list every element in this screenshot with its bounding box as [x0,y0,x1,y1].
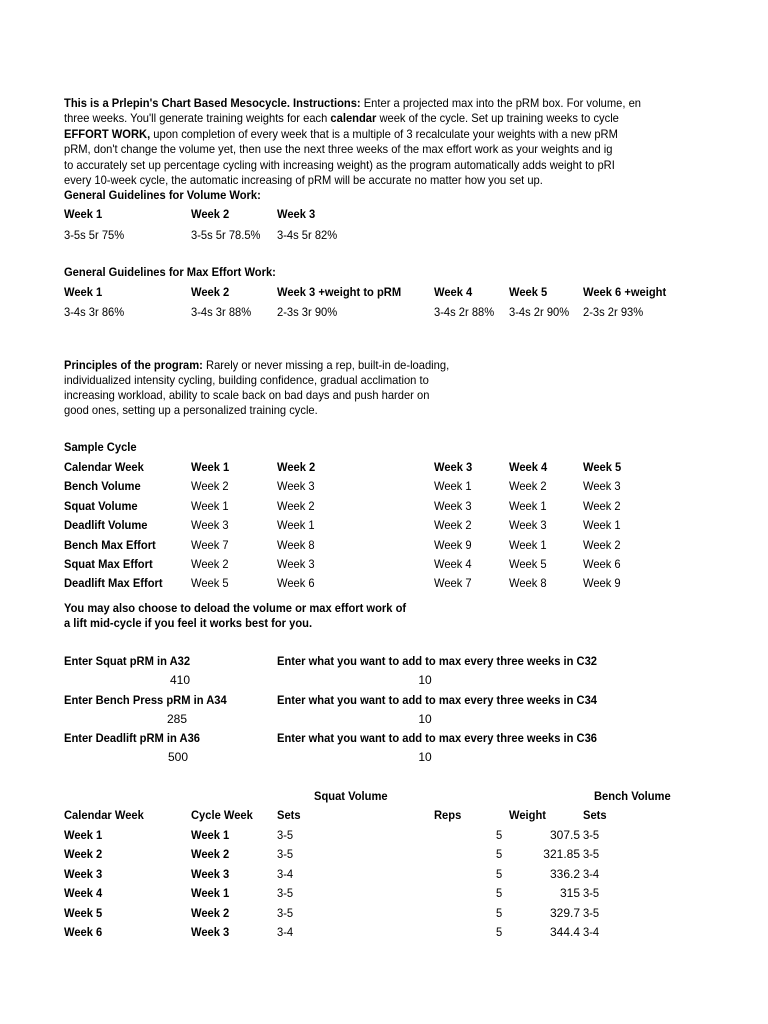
sample-cell: Week 2 [583,537,621,552]
intro-text: three weeks. You'll generate training weights for each [64,111,328,126]
cycle-week-cell: Week 2 [191,905,230,920]
intro-bold: EFFORT WORK, [64,126,151,141]
sample-cell: Week 5 [191,576,229,591]
sample-row-label-squat-max-effort: Squat Max Effort [64,557,153,571]
bench-add-value[interactable]: 10 [418,712,432,726]
bench-volume-title: Bench Volume [594,789,671,803]
instructions-paragraph [64,96,768,188]
max-effort-week-header: Week 3 +weight to pRM [277,285,402,299]
cycle-week-cell: Week 3 [191,866,230,881]
table-header-cycle-week: Cycle Week [191,808,253,822]
cycle-week-cell: Week 1 [191,828,230,842]
volume-guideline-value: 3-5s 5r 78.5% [191,228,261,242]
sample-cycle-title: Sample Cycle [64,440,137,454]
max-effort-guideline-value: 2-3s 2r 93% [583,305,644,319]
max-effort-guideline-value: 3-4s 2r 90% [509,305,570,319]
sets-cell: 3-5 [277,847,294,862]
sample-cell: Week 2 [583,498,621,513]
principles-text: Rarely or never missing a rep, built-in de-loading, [206,358,450,372]
intro-line-1 [64,96,768,111]
sample-row-label-calendar-week: Calendar Week [64,460,144,474]
sample-cell: Week 3 [434,498,472,513]
sample-cell: Week 3 [277,479,315,494]
sample-cell: Week 1 [434,479,472,494]
calendar-week-cell: Week 1 [64,828,103,842]
sample-cell: Week 3 [434,460,473,474]
bench-sets-cell: 3-5 [583,847,600,862]
calendar-week-cell: Week 2 [64,847,103,862]
sample-cell: Week 4 [434,557,472,571]
deadlift-add-label: Enter what you want to add to max every three weeks in C36 [277,731,598,745]
sample-cell: Week 9 [434,537,472,552]
sample-cell: Week 3 [509,518,547,533]
sample-row-label-bench-volume: Bench Volume [64,479,141,494]
intro-line-3 [64,127,768,142]
max-effort-week-header: Week 5 [509,285,548,299]
calendar-week-cell: Week 3 [64,866,103,881]
sample-cell: Week 2 [191,479,229,494]
intro-label: This is a Prlepin's Chart Based Mesocycle. Instructions: [64,96,361,110]
sample-row-label-bench-max-effort: Bench Max Effort [64,537,156,552]
bench-sets-cell: 3-4 [583,866,600,881]
reps-cell: 5 [496,828,503,842]
bench-prm-value[interactable]: 285 [166,712,187,726]
sample-row-label-squat-volume: Squat Volume [64,498,138,513]
squat-add-value[interactable]: 10 [418,673,432,687]
sample-cell: Week 2 [191,557,229,571]
intro-text: week of the cycle. Set up training weeks to cycle [379,111,619,126]
principles-line-3: increasing workload, ability to scale back on bad days and push harder on [64,388,430,402]
bench-sets-cell: 3-5 [583,905,600,920]
squat-prm-value[interactable]: 410 [169,673,190,687]
max-effort-week-header: Week 2 [191,285,230,299]
table-header-sets: Sets [583,808,607,822]
sample-cell: Week 1 [191,460,230,474]
cycle-week-cell: Week 3 [191,925,230,939]
intro-text: Enter a projected max into the pRM box. For volume, en [363,96,642,110]
sample-cell: Week 5 [583,460,622,474]
volume-week-header: Week 2 [191,207,230,221]
intro-text: upon completion of every week that is a multiple of 3 recalculate your weights with a new pRM [153,126,618,141]
weight-cell: 344.4 [549,925,580,939]
intro-line-4: pRM, don't change the volume yet, then use the next three weeks of the max effort work as your weights and ig [64,142,613,157]
cycle-week-cell: Week 2 [191,847,230,862]
reps-cell: 5 [496,925,503,939]
sample-cell: Week 6 [583,557,621,571]
max-effort-week-header: Week 4 [434,285,473,299]
principles-line-1 [64,357,449,373]
weight-cell: 321.85 [543,847,580,862]
weight-cell: 329.7 [549,905,580,920]
table-header-weight: Weight [509,808,546,822]
max-effort-week-header: Week 1 [64,285,103,299]
reps-cell: 5 [496,886,503,901]
sample-row-label-deadlift-max-effort: Deadlift Max Effort [64,576,163,591]
principles-label: Principles of the program: [64,358,203,372]
squat-prm-label: Enter Squat pRM in A32 [64,654,191,668]
volume-guideline-value: 3-4s 5r 82% [277,228,338,242]
table-header-reps: Reps [434,808,462,822]
sample-row-label-deadlift-volume: Deadlift Volume [64,518,148,533]
max-effort-guideline-value: 3-4s 3r 88% [191,305,252,319]
max-effort-guideline-value: 3-4s 2r 88% [434,305,495,319]
volume-week-header: Week 3 [277,207,316,221]
sample-cell: Week 1 [583,518,621,533]
bench-sets-cell: 3-4 [583,925,600,939]
max-effort-guideline-value: 2-3s 3r 90% [277,305,338,319]
calendar-week-cell: Week 6 [64,925,103,939]
sample-cell: Week 1 [277,518,315,533]
table-header-calendar-week: Calendar Week [64,808,144,822]
volume-guidelines-heading: General Guidelines for Volume Work: [64,188,261,202]
sample-cell: Week 7 [191,537,229,552]
sample-cell: Week 6 [277,576,315,591]
sample-cell: Week 1 [191,498,229,513]
principles-line-4: good ones, setting up a personalized training cycle. [64,403,318,417]
sample-cell: Week 3 [191,518,229,533]
intro-bold: calendar [330,111,377,126]
sets-cell: 3-4 [277,925,294,939]
calendar-week-cell: Week 4 [64,886,103,901]
reps-cell: 5 [496,847,503,862]
sample-cell: Week 8 [277,537,315,552]
sets-cell: 3-4 [277,866,294,881]
sample-cell: Week 8 [509,576,547,591]
sample-cell: Week 3 [277,557,315,571]
sample-cell: Week 5 [509,557,547,571]
cycle-week-cell: Week 1 [191,886,230,901]
sample-cell: Week 2 [277,460,316,474]
principles-line-2: individualized intensity cycling, building confidence, gradual acclimation to [64,373,429,387]
sets-cell: 3-5 [277,905,294,920]
deadlift-prm-value[interactable]: 500 [167,750,188,764]
intro-line-2 [64,111,768,126]
weight-cell: 336.2 [549,866,580,881]
sample-cell: Week 2 [277,498,315,513]
reps-cell: 5 [496,905,503,920]
sample-cell: Week 4 [509,460,548,474]
sample-cell: Week 1 [509,498,547,513]
sets-cell: 3-5 [277,886,294,901]
sample-cell: Week 3 [583,479,621,494]
max-effort-guideline-value: 3-4s 3r 86% [64,305,125,319]
sample-cell: Week 1 [509,537,547,552]
sample-cell: Week 2 [434,518,472,533]
sample-cell: Week 2 [509,479,547,494]
sample-cell: Week 7 [434,576,472,591]
max-effort-guidelines-heading: General Guidelines for Max Effort Work: [64,265,276,279]
deadlift-prm-label: Enter Deadlift pRM in A36 [64,731,201,745]
deload-note-line-1: You may also choose to deload the volume or max effort work of [64,601,407,615]
sample-cell: Week 9 [583,576,621,591]
bench-prm-label: Enter Bench Press pRM in A34 [64,693,227,707]
table-header-sets: Sets [277,808,301,822]
weight-cell: 307.5 [549,828,580,842]
bench-sets-cell: 3-5 [583,828,600,842]
reps-cell: 5 [496,866,503,881]
intro-line-6: every 10-week cycle, the automatic increasing of pRM will be accurate no matter how you set up. [64,173,543,188]
volume-guideline-value: 3-5s 5r 75% [64,228,125,242]
squat-volume-title: Squat Volume [314,789,388,803]
intro-line-5: to accurately set up percentage cycling with increasing weight) as the program automatically adds weight to pRI [64,157,615,172]
bench-add-label: Enter what you want to add to max every three weeks in C34 [277,693,598,707]
weight-cell: 315 [559,886,580,901]
volume-week-header: Week 1 [64,207,103,221]
deadlift-add-value[interactable]: 10 [418,750,432,764]
deload-note-line-2: a lift mid-cycle if you feel it works best for you. [64,616,313,630]
calendar-week-cell: Week 5 [64,905,103,920]
bench-sets-cell: 3-5 [583,886,600,901]
squat-add-label: Enter what you want to add to max every three weeks in C32 [277,654,598,668]
sets-cell: 3-5 [277,828,294,842]
max-effort-week-header: Week 6 +weight [583,285,667,299]
